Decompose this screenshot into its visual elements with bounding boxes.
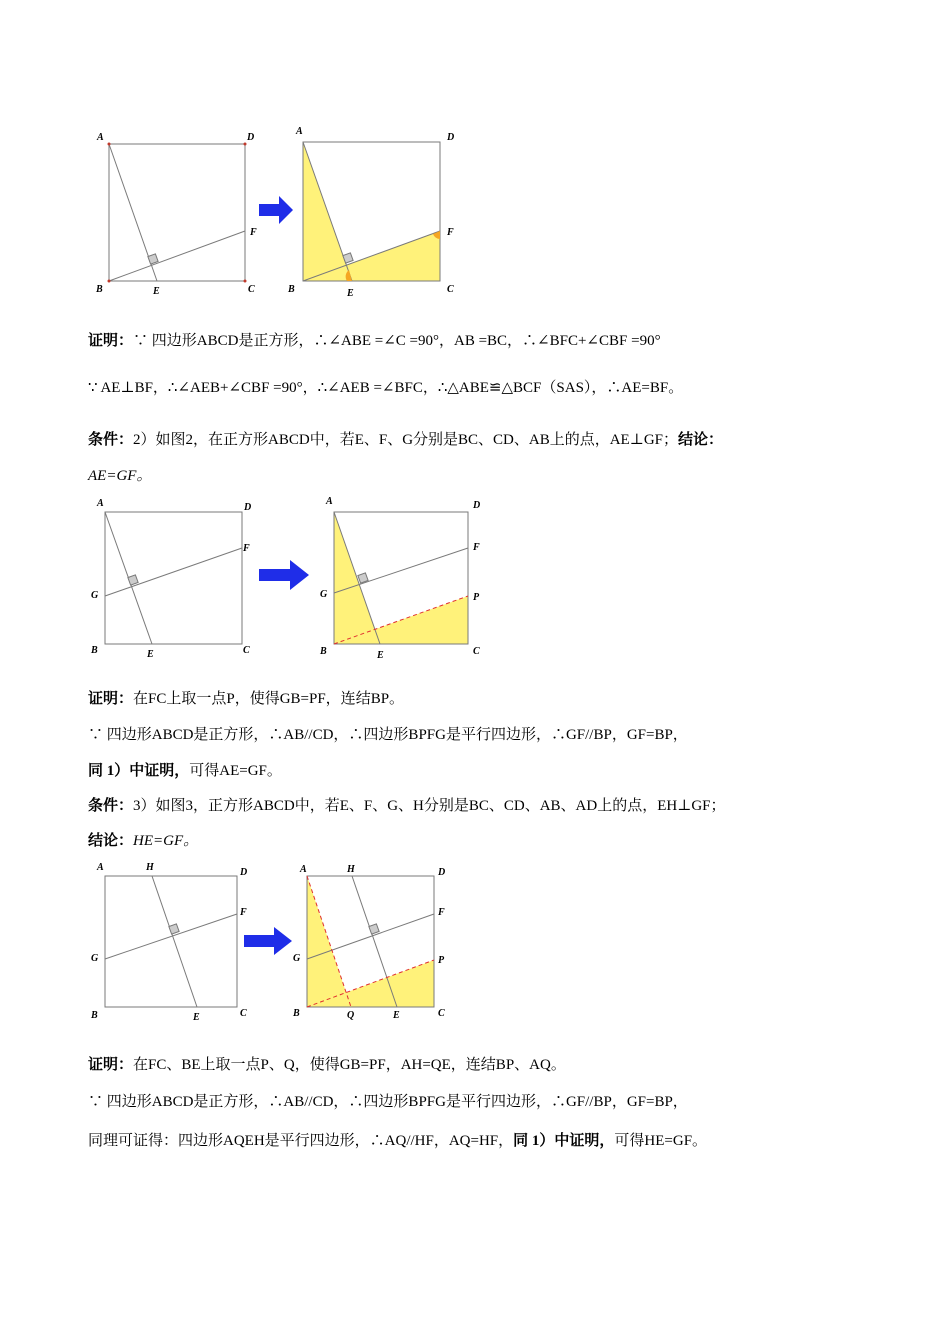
proof1-text2: ∵ AE⊥BF，∴∠AEB+∠CBF =90°，∴∠AEB =∠BFC，∴△ABE≌△BCF（SAS），∴AE=BF。 xyxy=(88,380,684,396)
fig3-left-label-F: F xyxy=(240,907,247,918)
fig2-left-label-B: B xyxy=(91,645,98,656)
fig2-left-label-F: F xyxy=(243,543,250,554)
arrow-icon xyxy=(259,560,309,590)
fig2-right-label-B: B xyxy=(320,646,327,657)
fig3-right-label-C: C xyxy=(438,1008,445,1019)
fig1-right-label-B: B xyxy=(288,284,295,295)
fig1-left-right-angle-mark xyxy=(148,254,158,264)
fig2-left-label-E: E xyxy=(147,649,154,660)
fig3-right-label-G: G xyxy=(293,953,301,964)
figure-1 xyxy=(85,120,475,305)
proof3-line2: ∵ 四边形ABCD是正方形，∴AB//CD，∴四边形BPFG是平行四边形，∴GF//BP，GF=BP， xyxy=(88,1094,688,1110)
proof3-bold: 同 1）中证明， xyxy=(513,1133,615,1149)
proof2-line3 xyxy=(88,761,282,781)
proof3-lead: 证明： xyxy=(88,1057,134,1073)
cond3-text: 3）如图3，正方形ABCD中，若E、F、G、H分别是BC、CD、AB、AD上的点，EH⊥GF； xyxy=(133,798,726,814)
fig1-right-label-C: C xyxy=(447,284,454,295)
fig3-left-label-A: A xyxy=(97,862,104,873)
cond3-conclusion-lead: 结论： xyxy=(88,833,134,849)
fig2-right-label-G: G xyxy=(320,589,328,600)
fig3-right-label-B: B xyxy=(293,1008,300,1019)
fig2-left-label-D: D xyxy=(244,502,252,513)
fig2-right-label-C: C xyxy=(473,646,480,657)
cond2-lead: 条件： xyxy=(88,432,134,448)
fig1-left-label-C: C xyxy=(248,284,255,295)
fig2-right-label-P: P xyxy=(473,592,480,603)
proof3-line3 xyxy=(88,1131,707,1151)
cond2-line xyxy=(88,430,723,450)
proof3-line1 xyxy=(88,1055,566,1075)
fig3-right-label-H: H xyxy=(347,864,355,875)
arrow-icon xyxy=(244,927,292,955)
fig2-right-label-D: D xyxy=(473,500,481,511)
cond2-conclusion: AE=GF。 xyxy=(88,468,152,484)
proof3-text1: 在FC、BE上取一点P、Q，使得GB=PF，AH=QE，连结BP、AQ。 xyxy=(133,1057,566,1073)
cond3-lead: 条件： xyxy=(88,798,134,814)
proof2-bold: 同 1）中证明， xyxy=(88,763,190,779)
fig3-left-label-H: H xyxy=(146,862,154,873)
fig3-left-HE xyxy=(152,876,197,1007)
proof2-text1: 在FC上取一点P，使得GB=PF，连结BP。 xyxy=(133,691,405,707)
figure-2 xyxy=(85,493,495,668)
fig3-right-label-P: P xyxy=(438,955,445,966)
proof1-text1: ∵ 四边形ABCD是正方形，∴∠ABE =∠C =90°，AB =BC，∴∠BFC+∠CBF =90° xyxy=(133,333,661,349)
fig1-right-label-A: A xyxy=(296,126,303,137)
fig2-left-label-C: C xyxy=(243,645,250,656)
proof2-lead: 证明： xyxy=(88,691,134,707)
fig1-left-label-B: B xyxy=(96,284,103,295)
fig1-left-label-E: E xyxy=(153,286,160,297)
fig1-left-label-A: A xyxy=(97,132,104,143)
fig2-right-label-E: E xyxy=(377,650,384,661)
proof2-text3: 可得AE=GF。 xyxy=(189,763,282,779)
proof3-text3-end: 可得HE=GF。 xyxy=(614,1133,708,1149)
figure-3 xyxy=(85,856,465,1028)
proof3-text3: 同理可证得：四边形AQEH是平行四边形，∴AQ//HF，AQ=HF， xyxy=(88,1133,514,1149)
fig1-right-label-E: E xyxy=(347,288,354,299)
fig3-right-triangle-ABQ xyxy=(307,876,351,1007)
fig1-left-BF xyxy=(109,231,245,281)
arrow-icon xyxy=(259,196,293,224)
fig2-left-label-G: G xyxy=(91,590,99,601)
proof2-line2: ∵ 四边形ABCD是正方形，∴AB//CD，∴四边形BPFG是平行四边形，∴GF//BP，GF=BP， xyxy=(88,727,688,743)
cond2-conclusion-lead: 结论： xyxy=(678,432,724,448)
fig3-left-label-B: B xyxy=(91,1010,98,1021)
fig1-right-label-F: F xyxy=(447,227,454,238)
fig1-left-square xyxy=(109,144,245,281)
fig3-left-label-D: D xyxy=(240,867,248,878)
fig3-left-label-C: C xyxy=(240,1008,247,1019)
fig3-left-square xyxy=(105,876,237,1007)
proof1-line1 xyxy=(88,331,661,351)
fig3-left-label-G: G xyxy=(91,953,99,964)
cond3-conclusion-line xyxy=(88,831,198,851)
fig3-left-GF xyxy=(105,914,237,959)
fig2-right-label-F: F xyxy=(473,542,480,553)
fig1-left-label-F: F xyxy=(250,227,257,238)
fig3-right-label-A: A xyxy=(300,864,307,875)
fig1-right-label-D: D xyxy=(447,132,455,143)
proof1-line2 xyxy=(88,378,683,398)
fig2-left-square xyxy=(105,512,242,644)
fig3-right-label-Q: Q xyxy=(347,1010,355,1021)
fig2-left-label-A: A xyxy=(97,498,104,509)
fig3-left-label-E: E xyxy=(193,1012,200,1023)
fig3-right-label-D: D xyxy=(438,867,446,878)
cond2-text: 2）如图2，在正方形ABCD中，若E、F、G分别是BC、CD、AB上的点，AE⊥GF； xyxy=(133,432,678,448)
proof2-line1 xyxy=(88,689,404,709)
cond3-conclusion: HE=GF。 xyxy=(133,833,199,849)
fig2-left-GF xyxy=(105,548,242,596)
fig2-right-label-A: A xyxy=(326,496,333,507)
fig3-right-label-F: F xyxy=(438,907,445,918)
fig1-left-label-D: D xyxy=(247,132,255,143)
fig3-right-label-E: E xyxy=(393,1010,400,1021)
proof1-lead: 证明： xyxy=(88,333,134,349)
cond3-line xyxy=(88,796,726,816)
